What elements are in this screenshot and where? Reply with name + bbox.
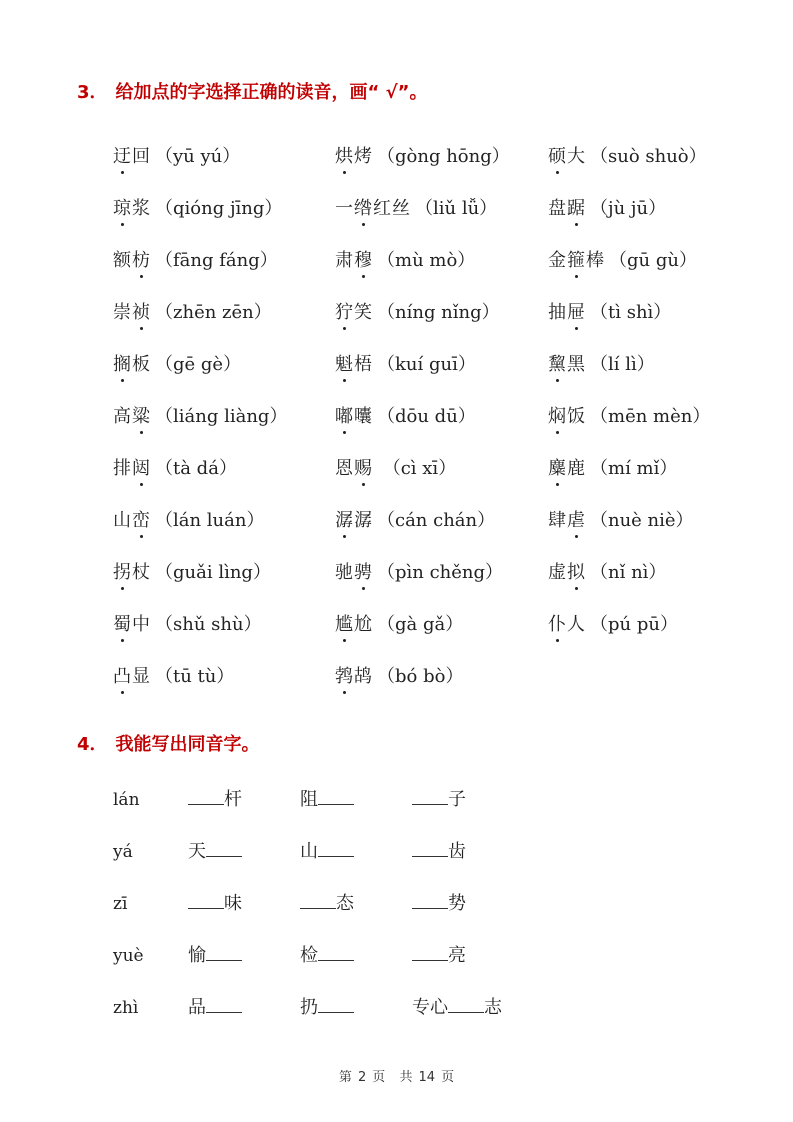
word — [548, 614, 586, 635]
word — [113, 146, 151, 167]
answer-blank[interactable] — [318, 840, 354, 857]
section4-number: 4． — [77, 734, 108, 755]
word-item — [113, 249, 278, 273]
blank-suffix: 势 — [448, 893, 466, 914]
pinyin-options: （dōu dū） — [377, 406, 476, 427]
dotted-character: 箍 — [567, 250, 586, 271]
word-part: 棒 — [586, 250, 605, 271]
footer-page-unit: 页 — [372, 1070, 386, 1085]
word-part: 烤 — [354, 146, 373, 167]
word-part: 杖 — [132, 562, 151, 583]
word-item — [113, 405, 287, 429]
word-part: 高 — [113, 406, 132, 427]
word-part: 人 — [567, 614, 586, 635]
fill-blank-item — [300, 944, 354, 968]
blank-suffix: 齿 — [448, 841, 466, 862]
word-item — [113, 353, 241, 377]
word-part: 尬 — [354, 614, 373, 635]
word — [113, 354, 151, 375]
answer-blank[interactable] — [188, 788, 224, 805]
word-part: 鹿 — [567, 458, 586, 479]
section3-heading — [77, 78, 427, 104]
blank-suffix: 志 — [484, 997, 502, 1018]
word — [113, 198, 151, 219]
dotted-character: 闼 — [132, 458, 151, 479]
word — [113, 458, 151, 479]
section4-title: 我能写出同音字。 — [115, 734, 260, 755]
fill-blank-item — [188, 788, 242, 812]
fill-blank-item — [412, 788, 466, 812]
word-item — [335, 509, 495, 533]
dotted-character: 屉 — [567, 302, 586, 323]
word-part: 显 — [132, 666, 151, 687]
word-item — [335, 353, 476, 377]
word — [548, 510, 586, 531]
dotted-character: 拟 — [567, 562, 586, 583]
word-part: 金 — [548, 250, 567, 271]
dotted-character: 硕 — [548, 146, 567, 167]
dotted-character: 尴 — [335, 614, 354, 635]
word-part: 中 — [132, 614, 151, 635]
blank-suffix: 子 — [448, 789, 466, 810]
homophone-pinyin: zhì — [113, 998, 139, 1018]
word — [113, 302, 151, 323]
word-part: 排 — [113, 458, 132, 479]
word-item — [113, 561, 271, 585]
dotted-character: 魁 — [335, 354, 354, 375]
pinyin-options: （bó bò） — [377, 666, 464, 687]
word — [548, 562, 586, 583]
footer-page-label: 第 — [338, 1070, 352, 1085]
word-item — [335, 145, 510, 169]
dotted-character: 踞 — [567, 198, 586, 219]
fill-blank-item — [412, 840, 466, 864]
word-part: 崇 — [113, 302, 132, 323]
word-part: 浆 — [132, 198, 151, 219]
word-item — [113, 457, 237, 481]
pinyin-options: （tà dá） — [155, 458, 237, 479]
footer-total-label: 共 — [399, 1070, 413, 1085]
section3-number: 3． — [77, 82, 108, 103]
word — [548, 198, 586, 219]
word-part: 回 — [132, 146, 151, 167]
word — [335, 354, 373, 375]
dotted-character: 潺 — [335, 510, 354, 531]
pinyin-options: （zhēn zēn） — [155, 302, 272, 323]
blank-prefix: 扔 — [300, 997, 318, 1018]
word — [113, 562, 151, 583]
pinyin-options: （pú pū） — [590, 614, 678, 635]
pinyin-options: （qióng jīng） — [155, 198, 283, 219]
word-item — [548, 561, 666, 585]
fill-blank-item — [412, 996, 502, 1020]
word-part: 鸪 — [354, 666, 373, 687]
word-item — [113, 613, 262, 637]
word — [335, 458, 373, 479]
answer-blank[interactable] — [206, 996, 242, 1013]
word-item — [335, 457, 456, 481]
word-item — [113, 301, 272, 325]
pinyin-options: （guǎi lìng） — [155, 562, 271, 583]
word — [335, 406, 373, 427]
word-part: 肃 — [335, 250, 354, 271]
answer-blank[interactable] — [412, 788, 448, 805]
dotted-character: 琼 — [113, 198, 132, 219]
word-item — [548, 405, 710, 429]
fill-blank-item — [300, 788, 354, 812]
word — [548, 146, 586, 167]
dotted-character: 虐 — [567, 510, 586, 531]
word-item — [113, 509, 264, 533]
word-item — [548, 353, 655, 377]
pinyin-options: （liáng liàng） — [155, 406, 288, 427]
pinyin-options: （cì xī） — [377, 458, 457, 479]
word — [113, 614, 151, 635]
pinyin-options: （lán luán） — [155, 510, 265, 531]
dotted-character: 搁 — [113, 354, 132, 375]
dotted-character: 凸 — [113, 666, 132, 687]
word-part: 驰 — [335, 562, 354, 583]
pinyin-options: （gà gǎ） — [377, 614, 464, 635]
word-item — [548, 197, 666, 221]
pinyin-options: （nuè niè） — [590, 510, 694, 531]
word-item — [548, 249, 697, 273]
blank-suffix: 亮 — [448, 945, 466, 966]
fill-blank-item — [412, 892, 466, 916]
pinyin-options: （mí mǐ） — [590, 458, 678, 479]
answer-blank[interactable] — [318, 944, 354, 961]
word-part: 饭 — [567, 406, 586, 427]
word-item — [335, 249, 475, 273]
word-part: 额 — [113, 250, 132, 271]
homophone-pinyin: yá — [113, 842, 133, 862]
word-part: 一 — [335, 198, 354, 219]
word — [548, 406, 586, 427]
answer-blank[interactable] — [412, 840, 448, 857]
fill-blank-item — [188, 996, 242, 1020]
word — [113, 510, 151, 531]
footer-page-number: 2 — [357, 1070, 367, 1085]
blank-prefix: 愉 — [188, 945, 206, 966]
word-part: 笑 — [354, 302, 373, 323]
word-item — [335, 197, 497, 221]
answer-blank[interactable] — [412, 892, 448, 909]
fill-blank-item — [300, 996, 354, 1020]
pinyin-options: （níng nǐng） — [377, 302, 500, 323]
pinyin-options: （tì shì） — [590, 302, 672, 323]
homophone-pinyin: lán — [113, 790, 140, 810]
dotted-character: 蜀 — [113, 614, 132, 635]
pinyin-options: （liǔ lǚ） — [415, 198, 498, 219]
word — [335, 250, 373, 271]
word — [548, 354, 586, 375]
dotted-character: 鹁 — [335, 666, 354, 687]
dotted-character: 焖 — [548, 406, 567, 427]
word-item — [335, 613, 463, 637]
word-item — [335, 561, 503, 585]
blank-prefix: 山 — [300, 841, 318, 862]
word-part: 大 — [567, 146, 586, 167]
pinyin-options: （mù mò） — [377, 250, 476, 271]
word — [335, 614, 373, 635]
dotted-character: 拐 — [113, 562, 132, 583]
answer-blank[interactable] — [188, 892, 224, 909]
pinyin-options: （yū yú） — [155, 146, 241, 167]
dotted-character: 麋 — [548, 458, 567, 479]
word-part: 虚 — [548, 562, 567, 583]
word-item — [335, 301, 500, 325]
fill-blank-item — [188, 944, 242, 968]
dotted-character: 赐 — [354, 458, 373, 479]
word-item — [548, 509, 694, 533]
word-part: 潺 — [354, 510, 373, 531]
dotted-character: 狞 — [335, 302, 354, 323]
answer-blank[interactable] — [300, 892, 336, 909]
blank-suffix: 味 — [224, 893, 242, 914]
word-part: 板 — [132, 354, 151, 375]
pinyin-options: （jù jū） — [590, 198, 667, 219]
word — [548, 250, 605, 271]
dotted-character: 穆 — [354, 250, 373, 271]
word — [335, 198, 411, 219]
pinyin-options: （pìn chěng） — [377, 562, 504, 583]
answer-blank[interactable] — [318, 788, 354, 805]
word — [113, 406, 151, 427]
word-part: 山 — [113, 510, 132, 531]
footer-total-unit: 页 — [441, 1070, 455, 1085]
footer-total-number: 14 — [418, 1070, 436, 1085]
word-item — [548, 613, 678, 637]
word-item — [548, 301, 671, 325]
word-part: 囔 — [354, 406, 373, 427]
pinyin-options: （gòng hōng） — [377, 146, 510, 167]
dotted-character: 枋 — [132, 250, 151, 271]
answer-blank[interactable] — [318, 996, 354, 1013]
fill-blank-item — [188, 892, 242, 916]
fill-blank-item — [300, 840, 354, 864]
pinyin-options: （kuí guī） — [377, 354, 476, 375]
pinyin-options: （mēn mèn） — [590, 406, 711, 427]
pinyin-options: （gē gè） — [155, 354, 242, 375]
section4-heading — [77, 730, 260, 756]
fill-blank-item — [412, 944, 466, 968]
dotted-character: 粱 — [132, 406, 151, 427]
answer-blank[interactable] — [448, 996, 484, 1013]
homophone-pinyin: zī — [113, 894, 128, 914]
word-part: 肆 — [548, 510, 567, 531]
dotted-character: 祯 — [132, 302, 151, 323]
word-item — [335, 665, 463, 689]
answer-blank[interactable] — [412, 944, 448, 961]
fill-blank-item — [300, 892, 354, 916]
word-part: 红丝 — [373, 198, 411, 219]
answer-blank[interactable] — [206, 840, 242, 857]
word — [335, 302, 373, 323]
word — [335, 146, 373, 167]
word-part: 梧 — [354, 354, 373, 375]
dotted-character: 骋 — [354, 562, 373, 583]
blank-prefix: 品 — [188, 997, 206, 1018]
word-item — [335, 405, 476, 429]
dotted-character: 黧 — [548, 354, 567, 375]
blank-prefix: 阻 — [300, 789, 318, 810]
pinyin-options: （fāng fáng） — [155, 250, 278, 271]
word-item — [113, 665, 234, 689]
pinyin-options: （suò shuò） — [590, 146, 707, 167]
dotted-character: 仆 — [548, 614, 567, 635]
word — [113, 666, 151, 687]
word-part: 黑 — [567, 354, 586, 375]
pinyin-options: （shǔ shù） — [155, 614, 262, 635]
word — [335, 666, 373, 687]
word-part: 抽 — [548, 302, 567, 323]
pinyin-options: （tū tù） — [155, 666, 235, 687]
word-item — [113, 145, 240, 169]
word — [113, 250, 151, 271]
word-item — [548, 457, 677, 481]
blank-suffix: 态 — [336, 893, 354, 914]
word — [335, 510, 373, 531]
word-item — [113, 197, 282, 221]
blank-prefix: 检 — [300, 945, 318, 966]
pinyin-options: （cán chán） — [377, 510, 496, 531]
dotted-character: 嘟 — [335, 406, 354, 427]
dotted-character: 烘 — [335, 146, 354, 167]
word-item — [548, 145, 707, 169]
pinyin-options: （nǐ nì） — [590, 562, 667, 583]
fill-blank-item — [188, 840, 242, 864]
word-part: 恩 — [335, 458, 354, 479]
answer-blank[interactable] — [206, 944, 242, 961]
dotted-character: 峦 — [132, 510, 151, 531]
word-part: 盘 — [548, 198, 567, 219]
homophone-pinyin: yuè — [113, 946, 144, 966]
blank-prefix: 天 — [188, 841, 206, 862]
blank-suffix: 杆 — [224, 789, 242, 810]
word — [548, 458, 586, 479]
word — [335, 562, 373, 583]
pinyin-options: （lí lì） — [590, 354, 655, 375]
dotted-character: 绺 — [354, 198, 373, 219]
dotted-character: 迂 — [113, 146, 132, 167]
page-footer — [0, 1066, 793, 1085]
pinyin-options: （gū gù） — [609, 250, 697, 271]
word — [548, 302, 586, 323]
blank-prefix: 专心 — [412, 997, 448, 1018]
section3-title: 给加点的字选择正确的读音，画“ √”。 — [115, 82, 428, 103]
